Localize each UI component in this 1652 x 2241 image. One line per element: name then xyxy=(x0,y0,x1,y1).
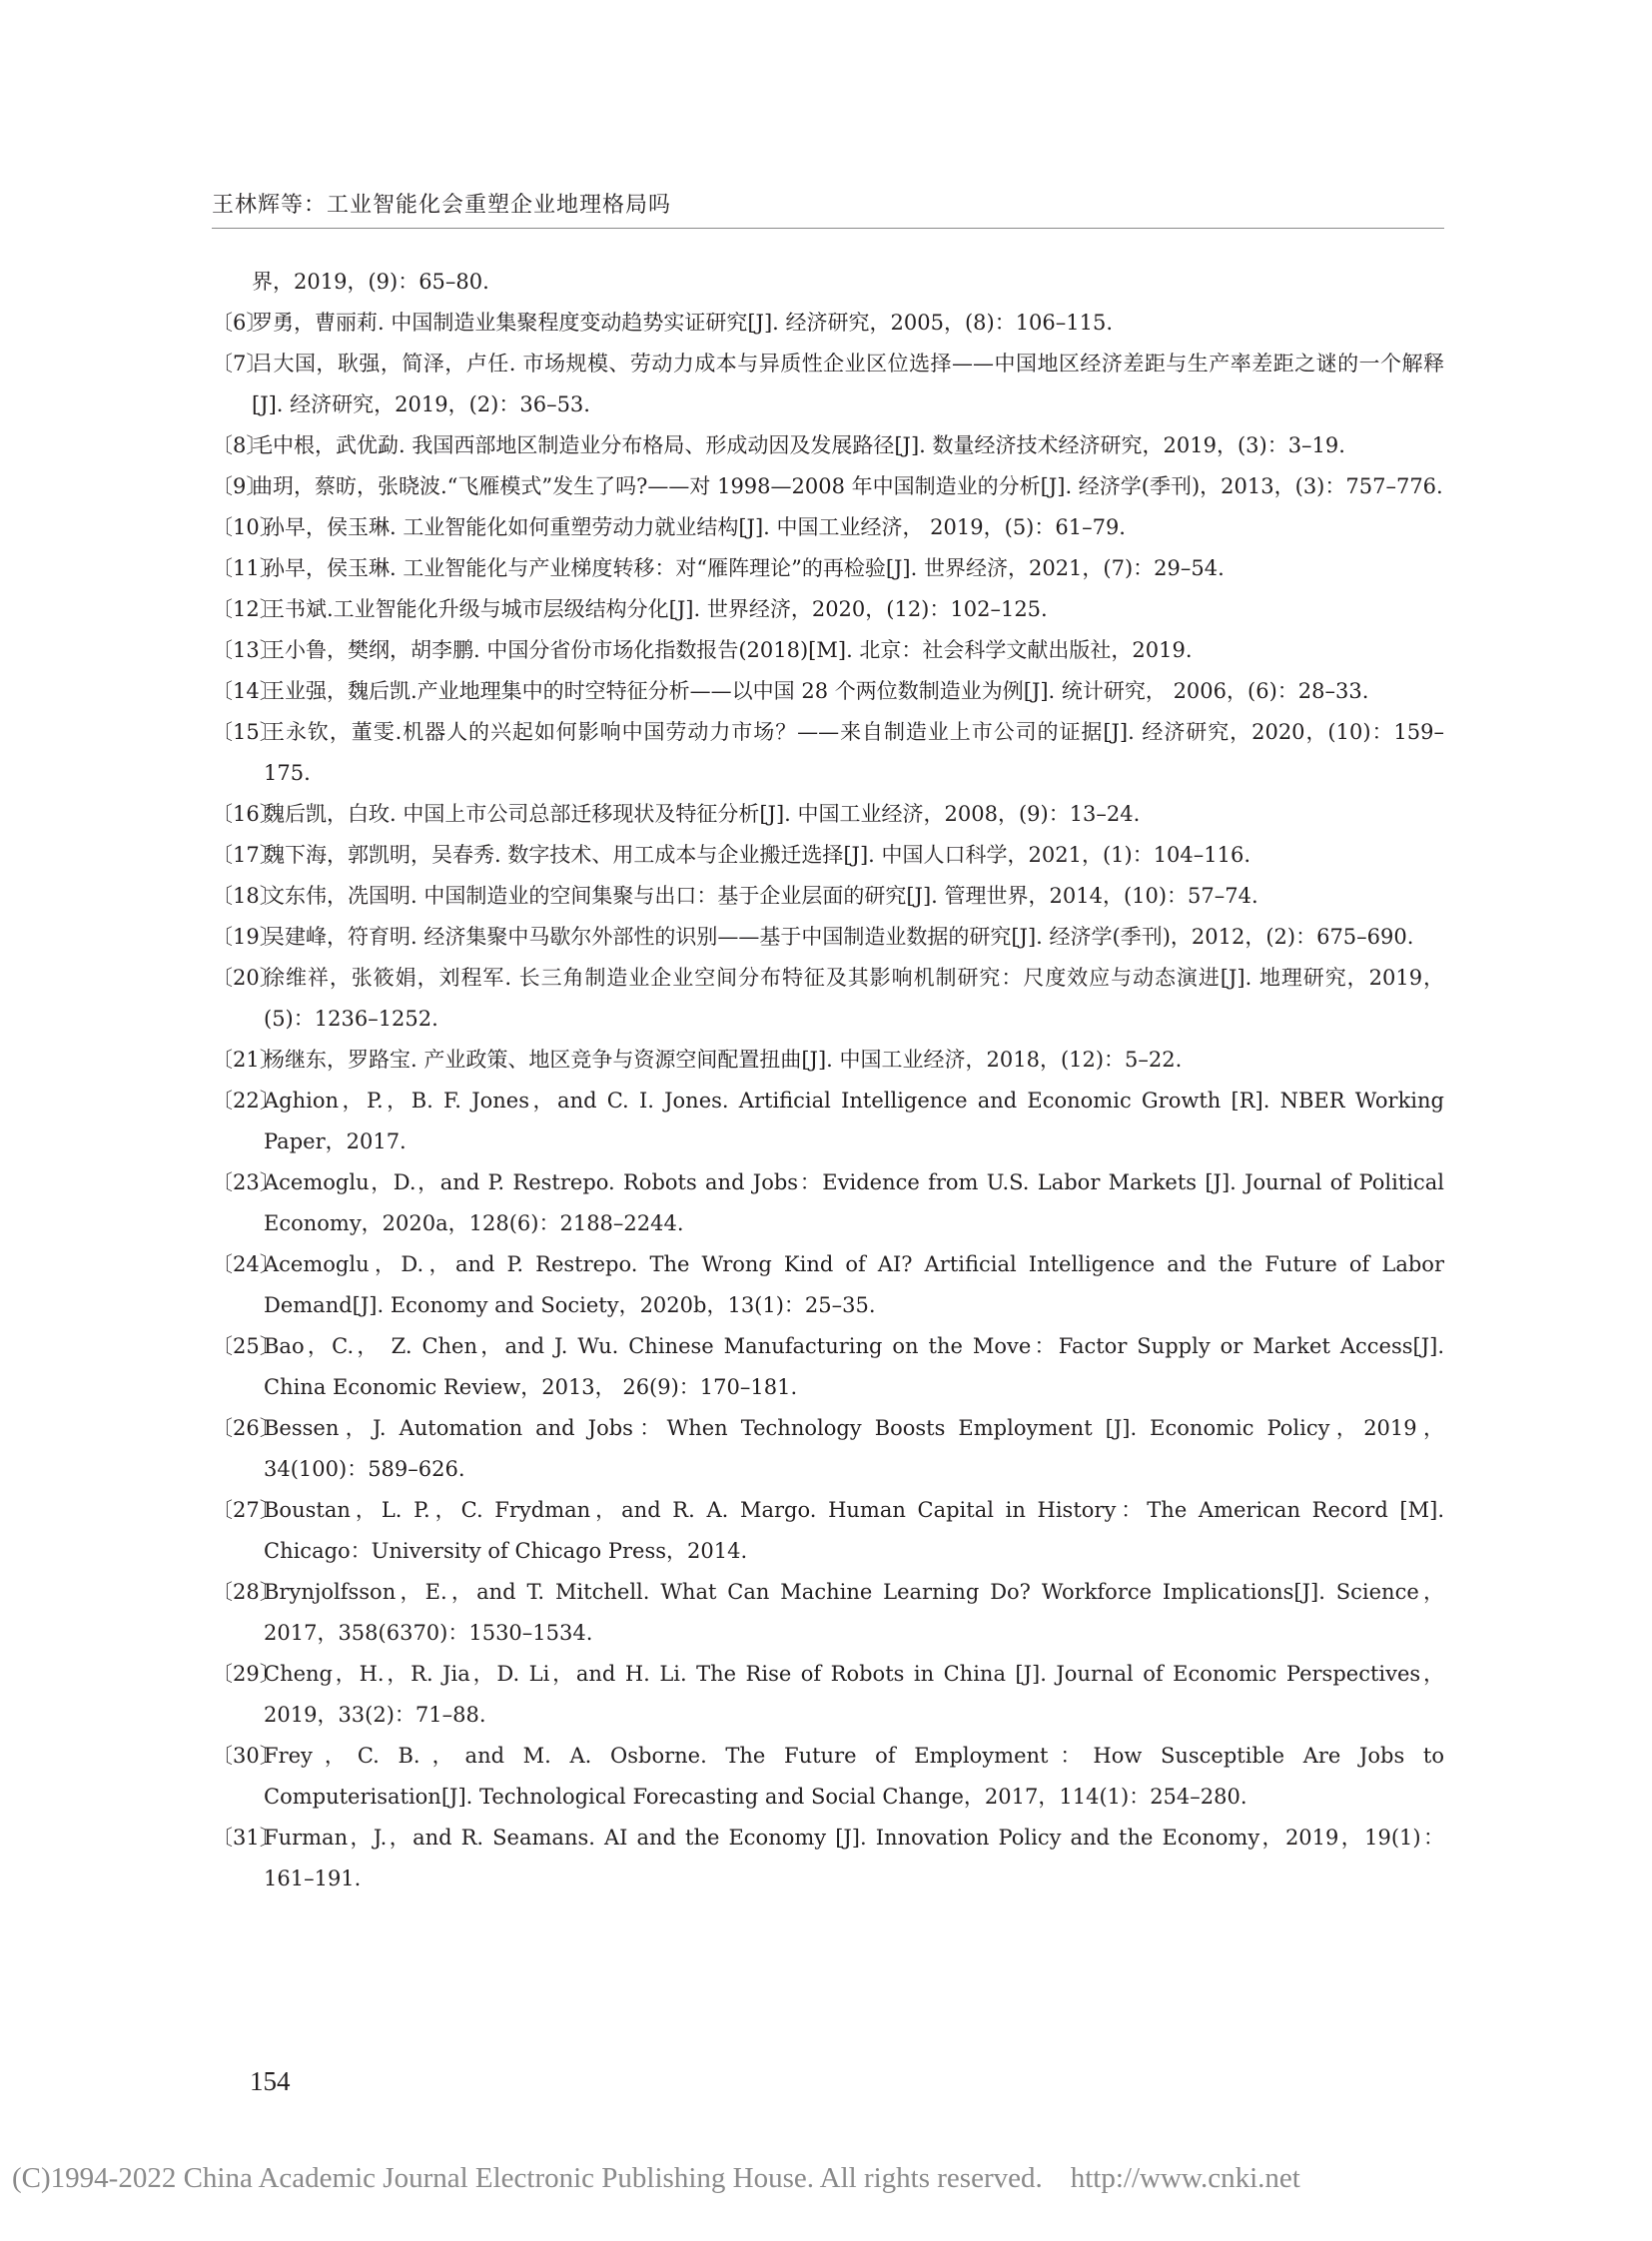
reference-text: 文东伟，冼国明. 中国制造业的空间集聚与出口：基于企业层面的研究[J]. 管理世界，2014，(10)：57–74. xyxy=(264,884,1258,908)
copyright-text: (C)1994-2022 China Academic Journal Electronic Publishing House. All rights reserved. xyxy=(12,2162,1043,2194)
reference-text: 毛中根，武优勐. 我国西部地区制造业分布格局、形成动因及发展路径[J]. 数量经济技术经济研究，2019，(3)：3–19. xyxy=(252,433,1345,457)
reference-text: 吴建峰，符育明. 经济集聚中马歇尔外部性的识别——基于中国制造业数据的研究[J]. 经济学(季刊)，2012，(2)：675–690. xyxy=(264,925,1414,949)
reference-item xyxy=(212,671,1444,712)
reference-item xyxy=(212,466,1444,507)
reference-item xyxy=(212,262,1444,303)
reference-item xyxy=(212,630,1444,671)
reference-text: Acemoglu，D.，and P. Restrepo. Robots and Jobs：Evidence from U.S. Labor Markets [J]. Journal of Political Economy，2020a，128(6)：2188–2244. xyxy=(264,1170,1444,1235)
reference-text: 杨继东，罗路宝. 产业政策、地区竞争与资源空间配置扭曲[J]. 中国工业经济，2018，(12)：5–22. xyxy=(264,1048,1183,1072)
reference-item xyxy=(212,1408,1444,1490)
reference-text: Brynjolfsson，E.，and T. Mitchell. What Can Machine Learning Do? Workforce Implications[J]. Science，2017，358(6370)：1530–1534. xyxy=(264,1580,1444,1645)
reference-number: 〔13〕 xyxy=(212,638,281,662)
reference-text: 王小鲁，樊纲，胡李鹏. 中国分省份市场化指数报告(2018)[M]. 北京：社会科学文献出版社，2019. xyxy=(264,638,1193,662)
reference-text: 魏下海，郭凯明，吴春秀. 数字技术、用工成本与企业搬迁选择[J]. 中国人口科学，2021，(1)：104–116. xyxy=(264,843,1251,867)
reference-number: 〔22〕 xyxy=(212,1089,281,1113)
reference-item xyxy=(212,712,1444,794)
reference-number: 〔23〕 xyxy=(212,1170,281,1194)
reference-text: Boustan，L. P.，C. Frydman，and R. A. Margo. Human Capital in History：The American Record [M]. Chicago：University of Chicago Press，2014. xyxy=(264,1498,1444,1563)
reference-item xyxy=(212,1490,1444,1572)
reference-item xyxy=(212,1040,1444,1081)
reference-number: 〔21〕 xyxy=(212,1048,281,1072)
reference-item xyxy=(212,1818,1444,1899)
reference-text: 孙早，侯玉琳. 工业智能化与产业梯度转移：对“雁阵理论”的再检验[J]. 世界经济，2021，(7)：29–54. xyxy=(264,556,1225,580)
reference-text: Bessen，J. Automation and Jobs：When Technology Boosts Employment [J]. Economic Policy，2019，34(100)：589–626. xyxy=(264,1416,1444,1481)
reference-item xyxy=(212,958,1444,1040)
reference-text: 吕大国，耿强，简泽，卢任. 市场规模、劳动力成本与异质性企业区位选择——中国地区经济差距与生产率差距之谜的一个解释[J]. 经济研究，2019，(2)：36–53. xyxy=(252,352,1444,416)
reference-number: 〔7〕 xyxy=(212,352,268,375)
reference-text: Bao，C.， Z. Chen，and J. Wu. Chinese Manufacturing on the Move：Factor Supply or Market Access[J]. China Economic Review，2013， 26(9)：170–181. xyxy=(264,1334,1444,1399)
reference-number: 〔25〕 xyxy=(212,1334,281,1358)
reference-text: 王永钦，董雯.机器人的兴起如何影响中国劳动力市场？——来自制造业上市公司的证据[J]. 经济研究，2020，(10)：159–175. xyxy=(264,720,1444,785)
reference-text: Furman，J.，and R. Seamans. AI and the Economy [J]. Innovation Policy and the Economy，2019，19(1)：161–191. xyxy=(264,1826,1444,1890)
reference-number: 〔6〕 xyxy=(212,311,268,335)
reference-number: 〔20〕 xyxy=(212,966,281,990)
reference-text: 魏后凯，白玫. 中国上市公司总部迁移现状及特征分析[J]. 中国工业经济，2008，(9)：13–24. xyxy=(264,802,1141,826)
reference-item xyxy=(212,1572,1444,1654)
reference-item xyxy=(212,876,1444,917)
reference-number: 〔29〕 xyxy=(212,1662,281,1686)
reference-item xyxy=(212,425,1444,466)
reference-item xyxy=(212,344,1444,425)
reference-text: Aghion，P.，B. F. Jones，and C. I. Jones. Artificial Intelligence and Economic Growth [R]. NBER Working Paper，2017. xyxy=(264,1089,1444,1153)
reference-item xyxy=(212,1654,1444,1736)
copyright-footer xyxy=(12,2162,1410,2195)
reference-number: 〔26〕 xyxy=(212,1416,281,1440)
reference-item xyxy=(212,1326,1444,1408)
reference-item xyxy=(212,917,1444,958)
reference-item xyxy=(212,1736,1444,1818)
reference-number: 〔18〕 xyxy=(212,884,281,908)
header-rule xyxy=(212,228,1444,229)
reference-number: 〔24〕 xyxy=(212,1252,281,1276)
reference-number: 〔19〕 xyxy=(212,925,281,949)
reference-list xyxy=(212,262,1444,1899)
reference-text: Acemoglu，D.，and P. Restrepo. The Wrong Kind of AI? Artificial Intelligence and the Future of Labor Demand[J]. Economy and Society，2020b，13(1)：25–35. xyxy=(264,1252,1444,1317)
reference-item xyxy=(212,794,1444,835)
reference-item xyxy=(212,1244,1444,1326)
footer-url: http://www.cnki.net xyxy=(1070,2162,1300,2194)
reference-item xyxy=(212,303,1444,344)
reference-number: 〔11〕 xyxy=(212,556,281,580)
reference-text: 罗勇，曹丽莉. 中国制造业集聚程度变动趋势实证研究[J]. 经济研究，2005，(8)：106–115. xyxy=(252,311,1114,335)
reference-text: 王业强，魏后凯.产业地理集中的时空特征分析——以中国 28 个两位数制造业为例[J]. 统计研究， 2006，(6)：28–33. xyxy=(264,679,1369,703)
reference-text: 界，2019，(9)：65–80. xyxy=(252,270,489,294)
reference-item xyxy=(212,589,1444,630)
reference-number: 〔28〕 xyxy=(212,1580,281,1604)
reference-number: 〔12〕 xyxy=(212,597,281,621)
reference-number: 〔15〕 xyxy=(212,720,281,744)
reference-number: 〔16〕 xyxy=(212,802,281,826)
reference-text: 王书斌.工业智能化升级与城市层级结构分化[J]. 世界经济，2020，(12)：102–125. xyxy=(264,597,1048,621)
reference-text: 孙早，侯玉琳. 工业智能化如何重塑劳动力就业结构[J]. 中国工业经济， 2019，(5)：61–79. xyxy=(264,515,1126,539)
reference-item xyxy=(212,507,1444,548)
reference-text: 徐维祥，张筱娟，刘程军. 长三角制造业企业空间分布特征及其影响机制研究：尺度效应与动态演进[J]. 地理研究，2019，(5)：1236–1252. xyxy=(264,966,1444,1031)
reference-number: 〔8〕 xyxy=(212,433,268,457)
reference-number: 〔27〕 xyxy=(212,1498,281,1522)
reference-number: 〔31〕 xyxy=(212,1826,281,1850)
reference-text: Cheng，H.，R. Jia，D. Li，and H. Li. The Rise of Robots in China [J]. Journal of Economic Perspectives，2019，33(2)：71–88. xyxy=(264,1662,1444,1727)
reference-item xyxy=(212,1081,1444,1162)
reference-number: 〔14〕 xyxy=(212,679,281,703)
running-head: 王林辉等：工业智能化会重塑企业地理格局吗 xyxy=(212,193,672,218)
reference-number: 〔10〕 xyxy=(212,515,281,539)
page-number: 154 xyxy=(250,2066,291,2096)
reference-item xyxy=(212,835,1444,876)
reference-number: 〔9〕 xyxy=(212,474,268,498)
reference-item xyxy=(212,548,1444,589)
reference-item xyxy=(212,1162,1444,1244)
reference-number: 〔17〕 xyxy=(212,843,281,867)
reference-number: 〔30〕 xyxy=(212,1744,281,1768)
reference-text: 曲玥，蔡昉，张晓波.“飞雁模式”发生了吗?——对 1998—2008 年中国制造业的分析[J]. 经济学(季刊)，2013，(3)：757–776. xyxy=(252,474,1443,498)
reference-text: Frey，C. B.，and M. A. Osborne. The Future of Employment：How Susceptible Are Jobs to Computerisation[J]. Technological Forecasting and Social Change，2017，114(1)：254–280. xyxy=(264,1744,1444,1809)
